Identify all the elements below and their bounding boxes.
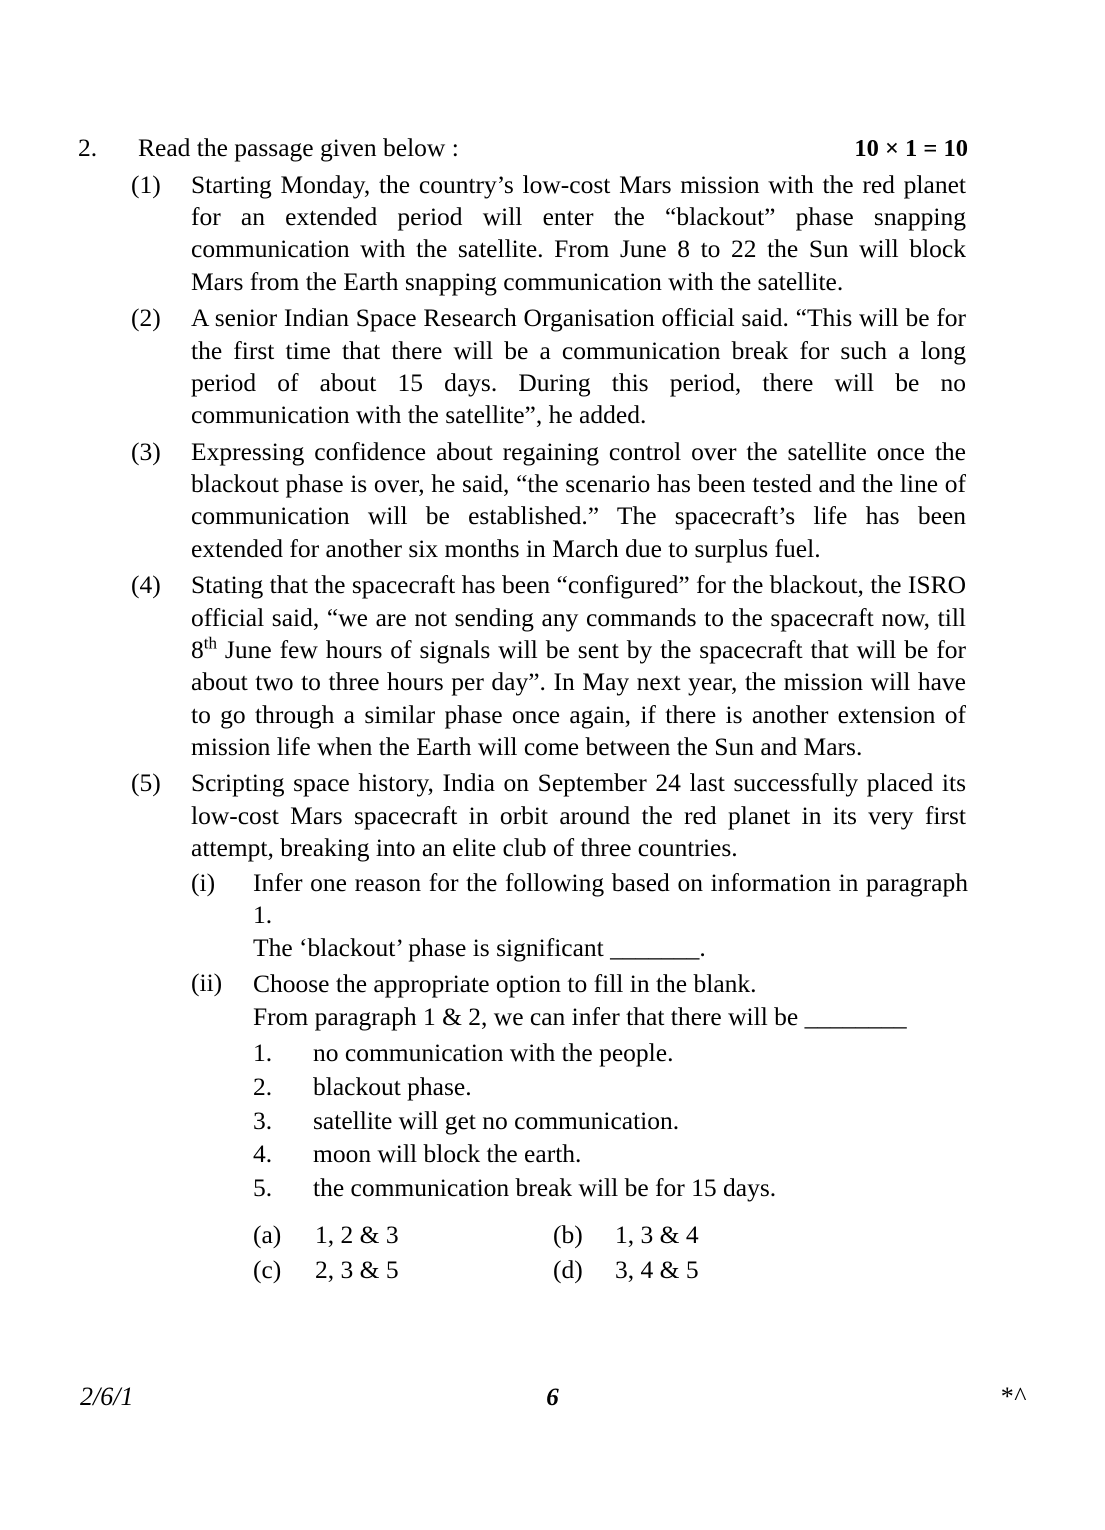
page-footer <box>78 1382 1027 1422</box>
footer-mark: *^ <box>1000 1382 1027 1411</box>
paragraph-label: (4) <box>131 570 161 600</box>
paragraph-text: A senior Indian Space Research Organisation official said. “This will be for the first time that there will be a communication break for such a long period of about 15 days. During this period, there will be no communication with the satellite”, he added. <box>191 303 966 430</box>
paragraph-text-part2: June few hours of signals will be sent by the spacecraft that will be for about two to three hours per day”. In May next year, the mission will have to go through a similar phase once again, if there is another extension of mission life when the Earth will come between the Sun and Mars. <box>191 634 966 761</box>
answer-choice-row <box>78 1252 968 1287</box>
sub-question-i <box>78 867 968 965</box>
answer-choice-row <box>78 1217 968 1252</box>
paragraph-text: Starting Monday, the country’s low-cost Mars mission with the red planet for an extended period will enter the “blackout” phase snapping communication with the satellite. From June 8 to 22 the Sun will block Mars from the Earth snapping communication with the satellite. <box>191 169 966 296</box>
statement-number: 3. <box>253 1105 273 1135</box>
list-item <box>78 1070 968 1104</box>
statement-number: 5. <box>253 1173 273 1202</box>
passage-paragraph <box>78 436 968 566</box>
choice-key: (c) <box>253 1254 282 1284</box>
sub-question-label: (ii) <box>191 967 223 997</box>
answer-choice-d[interactable] <box>553 1252 853 1287</box>
list-item <box>78 1104 968 1138</box>
answer-choices <box>78 1217 968 1287</box>
choice-value: 2, 3 & 5 <box>315 1254 399 1284</box>
page-content <box>78 132 968 1287</box>
passage-paragraph <box>78 767 968 864</box>
sub-question-body <box>253 967 968 1034</box>
passage-paragraph <box>78 569 968 763</box>
list-item <box>78 1171 968 1205</box>
question-number: 2. <box>78 133 98 162</box>
question-prompt: Read the passage given below : <box>138 133 459 162</box>
statement-text: the communication break will be for 15 days. <box>313 1173 777 1202</box>
statement-number: 1. <box>253 1038 273 1068</box>
paragraph-label: (3) <box>131 436 161 466</box>
choice-key: (d) <box>553 1254 583 1284</box>
paragraph-text <box>191 569 968 763</box>
sub-question-line-1: Choose the appropriate option to fill in the blank. <box>253 968 757 998</box>
paragraph-label: (1) <box>131 169 161 199</box>
choice-key: (a) <box>253 1219 282 1249</box>
paragraph-text: Expressing confidence about regaining control over the satellite once the blackout phase is over, he said, “the scenario has been tested and the line of communication will be established.” The spacecraft’s life has been extended for another six months in March due to surplus fuel. <box>191 436 966 563</box>
passage-paragraph <box>78 302 968 432</box>
sub-question-line-2: The ‘blackout’ phase is significant _______. <box>253 933 706 963</box>
choice-value: 3, 4 & 5 <box>615 1254 699 1284</box>
paper-code: 2/6/1 <box>80 1382 134 1411</box>
statement-text: blackout phase. <box>313 1072 472 1102</box>
choice-value: 1, 2 & 3 <box>315 1219 399 1249</box>
sub-question-label: (i) <box>191 867 216 897</box>
choice-key: (b) <box>553 1219 583 1249</box>
statement-number: 2. <box>253 1072 273 1102</box>
sub-question-body <box>253 867 968 965</box>
paragraph-text: Scripting space history, India on September 24 last successfully placed its low-cost Mars spacecraft in orbit around the red planet in its very first attempt, breaking into an elite club of three countries. <box>191 768 966 863</box>
ordinal-suffix: th <box>203 633 217 653</box>
question-marks: 10 × 1 = 10 <box>854 135 968 162</box>
list-item <box>78 1137 968 1171</box>
paragraph-text-part1: Stating that the spacecraft has been “configured” for the blackout, the ISRO official said, “we are not sending any commands to the spacecraft now, till 8 <box>191 570 966 664</box>
answer-choice-a[interactable] <box>78 1217 553 1252</box>
paragraph-label: (5) <box>131 768 161 798</box>
sub-question-line-1: Infer one reason for the following based on information in paragraph 1. <box>253 867 968 929</box>
paragraph-label: (2) <box>131 303 161 333</box>
sub-question-ii <box>78 967 968 1034</box>
passage-paragraph <box>78 169 968 299</box>
statement-text: no communication with the people. <box>313 1038 674 1068</box>
choice-value: 1, 3 & 4 <box>615 1219 699 1249</box>
sub-question-line-2: From paragraph 1 & 2, we can infer that there will be ________ <box>253 1002 907 1031</box>
statement-text: moon will block the earth. <box>313 1139 582 1169</box>
list-item <box>78 1036 968 1070</box>
answer-choice-b[interactable] <box>553 1217 853 1252</box>
page-number: 6 <box>546 1384 559 1411</box>
statement-number: 4. <box>253 1139 273 1169</box>
question-header <box>78 132 968 165</box>
statement-text: satellite will get no communication. <box>313 1105 680 1135</box>
answer-choice-c[interactable] <box>78 1252 553 1287</box>
statement-list <box>78 1036 968 1204</box>
